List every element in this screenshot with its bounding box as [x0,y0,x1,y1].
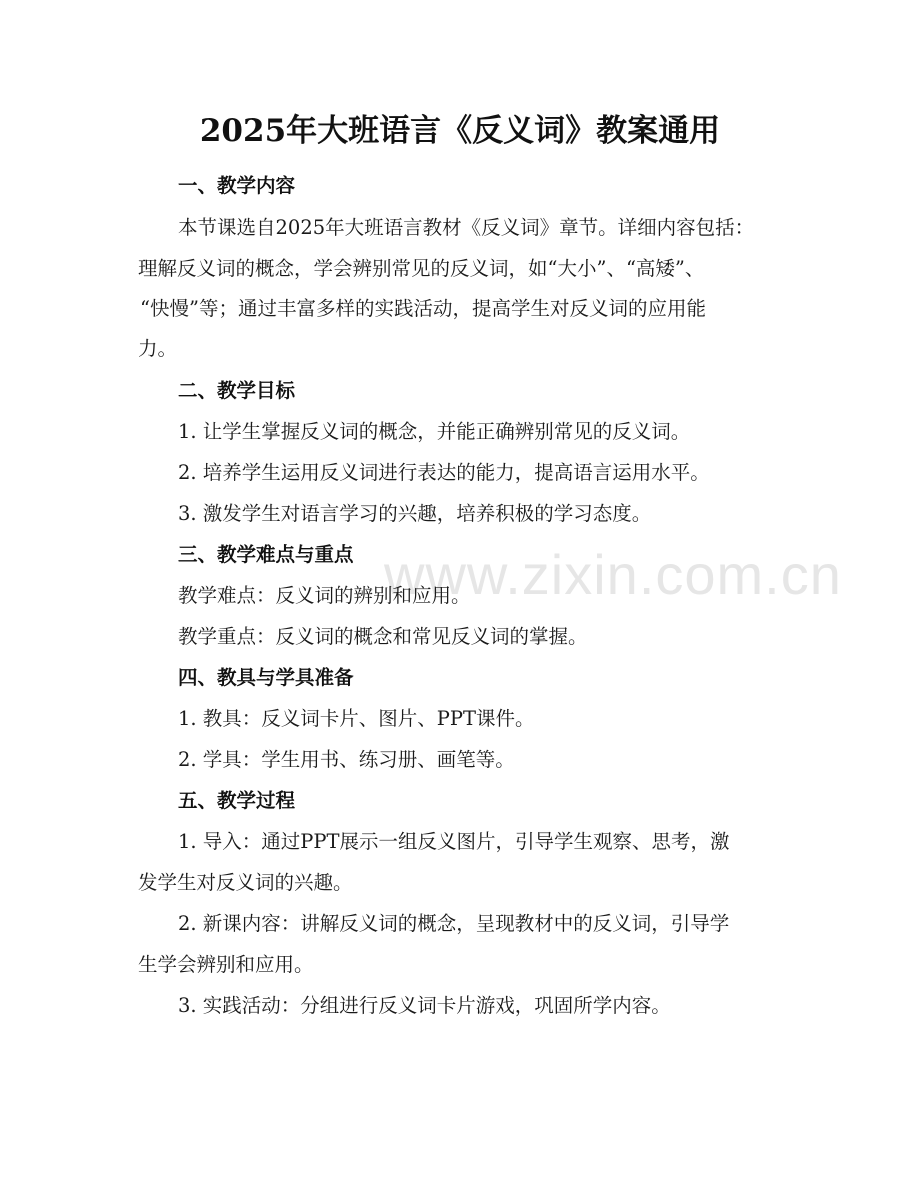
paragraph-line: “快慢”等；通过丰富多样的实践活动，提高学生对反义词的应用能 [140,297,706,320]
paragraph-line: 教学难点：反义词的辨别和应用。 [178,584,471,607]
document-title: 2025年大班语言《反义词》教案通用 [199,113,721,149]
section-heading-materials: 四、教具与学具准备 [178,666,354,689]
list-item: 2. 学具：学生用书、练习册、画笔等。 [178,748,515,771]
list-item: 1. 导入：通过PPT展示一组反义图片，引导学生观察、思考，激 [178,830,730,853]
section-heading-key-points: 三、教学难点与重点 [178,543,354,566]
paragraph-line: 本节课选自2025年大班语言教材《反义词》章节。详细内容包括： [178,216,755,239]
list-item: 1. 教具：反义词卡片、图片、PPT课件。 [178,707,535,730]
list-item: 2. 培养学生运用反义词进行表达的能力，提高语言运用水平。 [178,461,710,484]
list-item: 3. 激发学生对语言学习的兴趣，培养积极的学习态度。 [178,502,652,525]
section-heading-content: 一、教学内容 [178,174,296,197]
section-heading-objectives: 二、教学目标 [178,379,296,402]
paragraph-line: 教学重点：反义词的概念和常见反义词的掌握。 [178,625,588,648]
list-item: 2. 新课内容：讲解反义词的概念，呈现教材中的反义词，引导学 [178,912,730,935]
watermark: www.zixin.com.cn [384,543,842,606]
paragraph-line: 力。 [138,337,178,360]
paragraph-line: 生学会辨别和应用。 [138,953,314,976]
list-item: 3. 实践活动：分组进行反义词卡片游戏，巩固所学内容。 [178,994,671,1017]
section-heading-process: 五、教学过程 [178,789,296,812]
list-item: 1. 让学生掌握反义词的概念，并能正确辨别常见的反义词。 [178,420,691,443]
paragraph-line: 理解反义词的概念，学会辨别常见的反义词，如“大小”、“高矮”、 [138,257,705,280]
paragraph-line: 发学生对反义词的兴趣。 [138,871,353,894]
